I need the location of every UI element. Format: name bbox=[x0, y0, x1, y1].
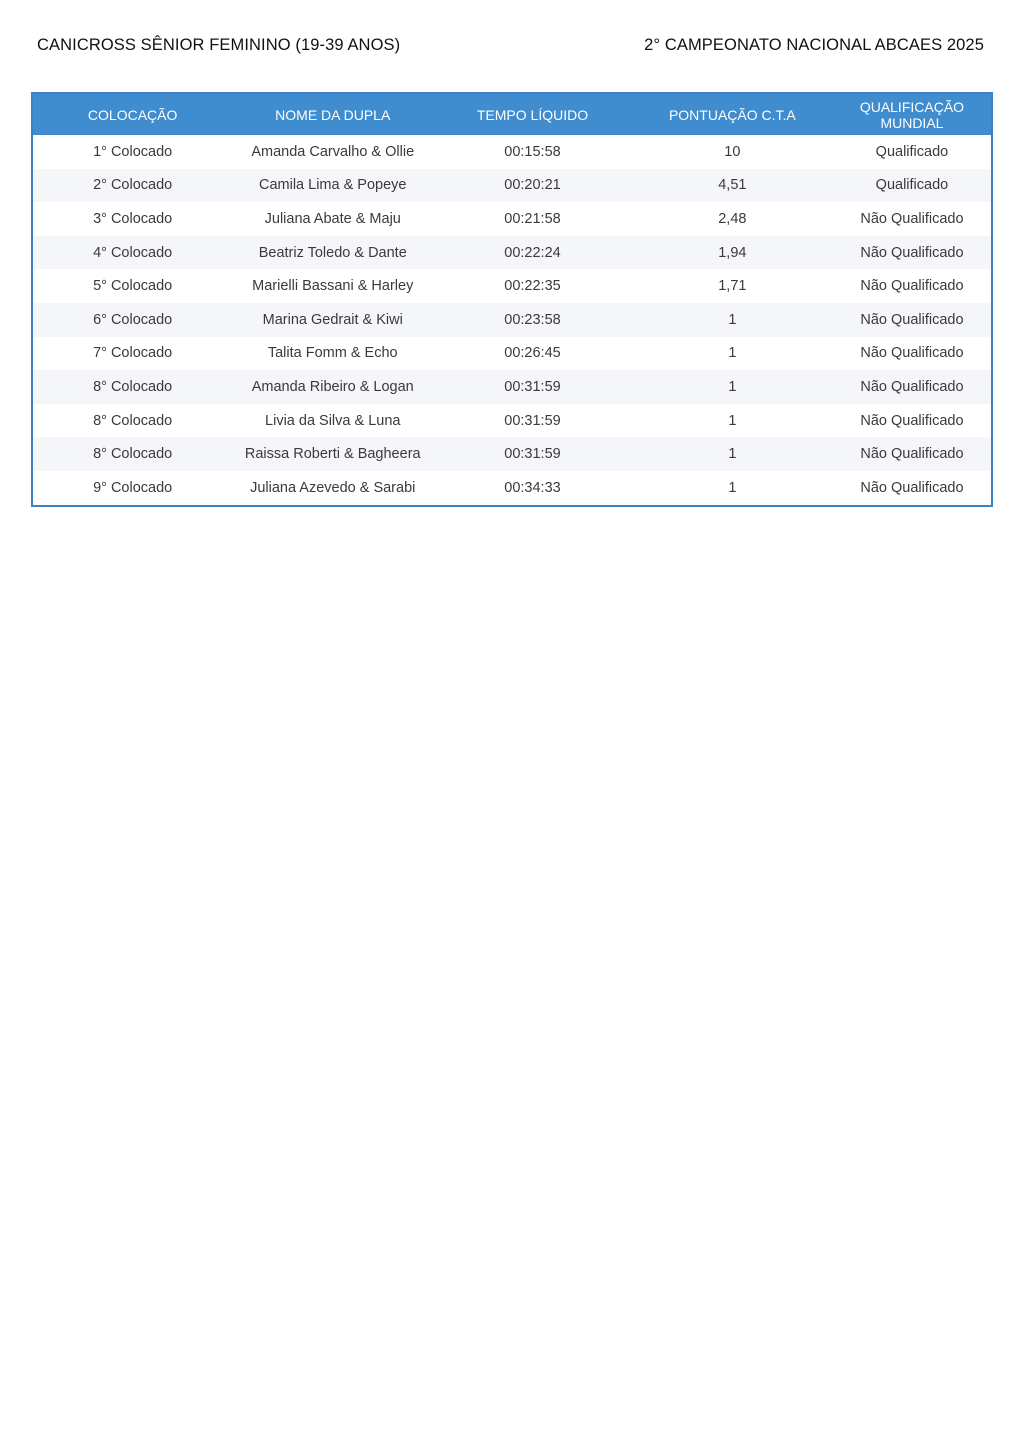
placement-cell: 8° Colocado bbox=[93, 412, 173, 429]
placement-cell: 8° Colocado bbox=[32, 370, 232, 404]
table-row bbox=[32, 202, 992, 236]
team-name-cell: Raissa Roberti & Bagheera bbox=[232, 437, 433, 471]
cta-points-cell: 1 bbox=[728, 479, 737, 496]
cta-points-cell: 1 bbox=[728, 412, 737, 429]
cta-points-cell: 1 bbox=[728, 345, 737, 362]
net-time-cell: 00:22:35 bbox=[504, 278, 561, 295]
team-name-cell: Amanda Carvalho & Ollie bbox=[251, 143, 415, 160]
table-row bbox=[32, 370, 992, 404]
column-header-team-name: NOME DA DUPLA bbox=[232, 93, 433, 135]
net-time-cell: 00:22:24 bbox=[433, 236, 632, 270]
placement-cell: 6° Colocado bbox=[32, 303, 232, 337]
placement-cell: 8° Colocado bbox=[32, 437, 232, 471]
column-header-cta-points: PONTUAÇÃO C.T.A bbox=[632, 93, 833, 135]
net-time-cell: 00:21:58 bbox=[504, 210, 561, 227]
qualification-cell: Não Qualificado bbox=[833, 236, 992, 270]
net-time-cell: 00:15:58 bbox=[504, 143, 561, 160]
team-name-cell: Livia da Silva & Luna bbox=[265, 412, 401, 429]
qualification-cell: Não Qualificado bbox=[833, 437, 992, 471]
table-row bbox=[32, 236, 992, 270]
qualification-cell: Não Qualificado bbox=[833, 303, 992, 337]
cta-points-cell: 2,48 bbox=[718, 210, 747, 227]
cta-points-cell: 1,71 bbox=[718, 278, 747, 295]
team-name-cell: Marina Gedrait & Kiwi bbox=[232, 303, 433, 337]
team-name-cell: Marielli Bassani & Harley bbox=[252, 278, 414, 295]
table-row bbox=[32, 269, 992, 303]
qualification-cell: Não Qualificado bbox=[860, 210, 964, 227]
placement-cell: 5° Colocado bbox=[93, 278, 173, 295]
table-row bbox=[32, 337, 992, 371]
placement-cell: 3° Colocado bbox=[93, 210, 173, 227]
qualification-cell: Não Qualificado bbox=[860, 479, 964, 496]
qualification-cell: Não Qualificado bbox=[860, 345, 964, 362]
header-row bbox=[32, 93, 992, 135]
cta-points-cell: 1 bbox=[632, 370, 833, 404]
cta-points-cell: 4,51 bbox=[632, 169, 833, 203]
table-row bbox=[32, 135, 992, 169]
placement-cell: 4° Colocado bbox=[32, 236, 232, 270]
team-name-cell: Amanda Ribeiro & Logan bbox=[232, 370, 433, 404]
team-name-cell: Juliana Azevedo & Sarabi bbox=[250, 479, 416, 496]
category-title: CANICROSS SÊNIOR FEMININO (19-39 ANOS) bbox=[37, 36, 401, 54]
table-row bbox=[32, 471, 992, 506]
cta-points-cell: 10 bbox=[724, 143, 741, 160]
net-time-cell: 00:23:58 bbox=[433, 303, 632, 337]
page-header bbox=[37, 36, 984, 55]
table-row bbox=[32, 404, 992, 438]
championship-title: 2° CAMPEONATO NACIONAL ABCAES 2025 bbox=[644, 36, 984, 54]
team-name-cell: Juliana Abate & Maju bbox=[264, 210, 401, 227]
net-time-cell: 00:34:33 bbox=[504, 479, 561, 496]
net-time-cell: 00:31:59 bbox=[433, 370, 632, 404]
net-time-cell: 00:20:21 bbox=[433, 169, 632, 203]
qualification-cell: Qualificado bbox=[875, 143, 949, 160]
column-header-placement: COLOCAÇÃO bbox=[32, 93, 232, 135]
team-name-cell: Beatriz Toledo & Dante bbox=[232, 236, 433, 270]
net-time-cell: 00:31:59 bbox=[504, 412, 561, 429]
qualification-cell: Não Qualificado bbox=[860, 278, 964, 295]
table-row bbox=[32, 303, 992, 337]
qualification-cell: Qualificado bbox=[833, 169, 992, 203]
results-table bbox=[31, 92, 993, 507]
table-body bbox=[32, 135, 992, 506]
net-time-cell: 00:26:45 bbox=[504, 345, 561, 362]
qualification-cell: Não Qualificado bbox=[860, 412, 964, 429]
net-time-cell: 00:31:59 bbox=[433, 437, 632, 471]
cta-points-cell: 1 bbox=[632, 437, 833, 471]
cta-points-cell: 1 bbox=[632, 303, 833, 337]
table-row bbox=[32, 437, 992, 471]
qualification-cell: Não Qualificado bbox=[833, 370, 992, 404]
cta-points-cell: 1,94 bbox=[632, 236, 833, 270]
column-header-net-time: TEMPO LÍQUIDO bbox=[433, 93, 632, 135]
table-header bbox=[32, 93, 992, 135]
team-name-cell: Camila Lima & Popeye bbox=[232, 169, 433, 203]
placement-cell: 7° Colocado bbox=[93, 345, 173, 362]
placement-cell: 1° Colocado bbox=[93, 143, 173, 160]
placement-cell: 2° Colocado bbox=[32, 169, 232, 203]
placement-cell: 9° Colocado bbox=[93, 479, 173, 496]
table-row bbox=[32, 169, 992, 203]
column-header-world-qualification: QUALIFICAÇÃO MUNDIAL bbox=[833, 93, 992, 135]
team-name-cell: Talita Fomm & Echo bbox=[267, 345, 398, 362]
